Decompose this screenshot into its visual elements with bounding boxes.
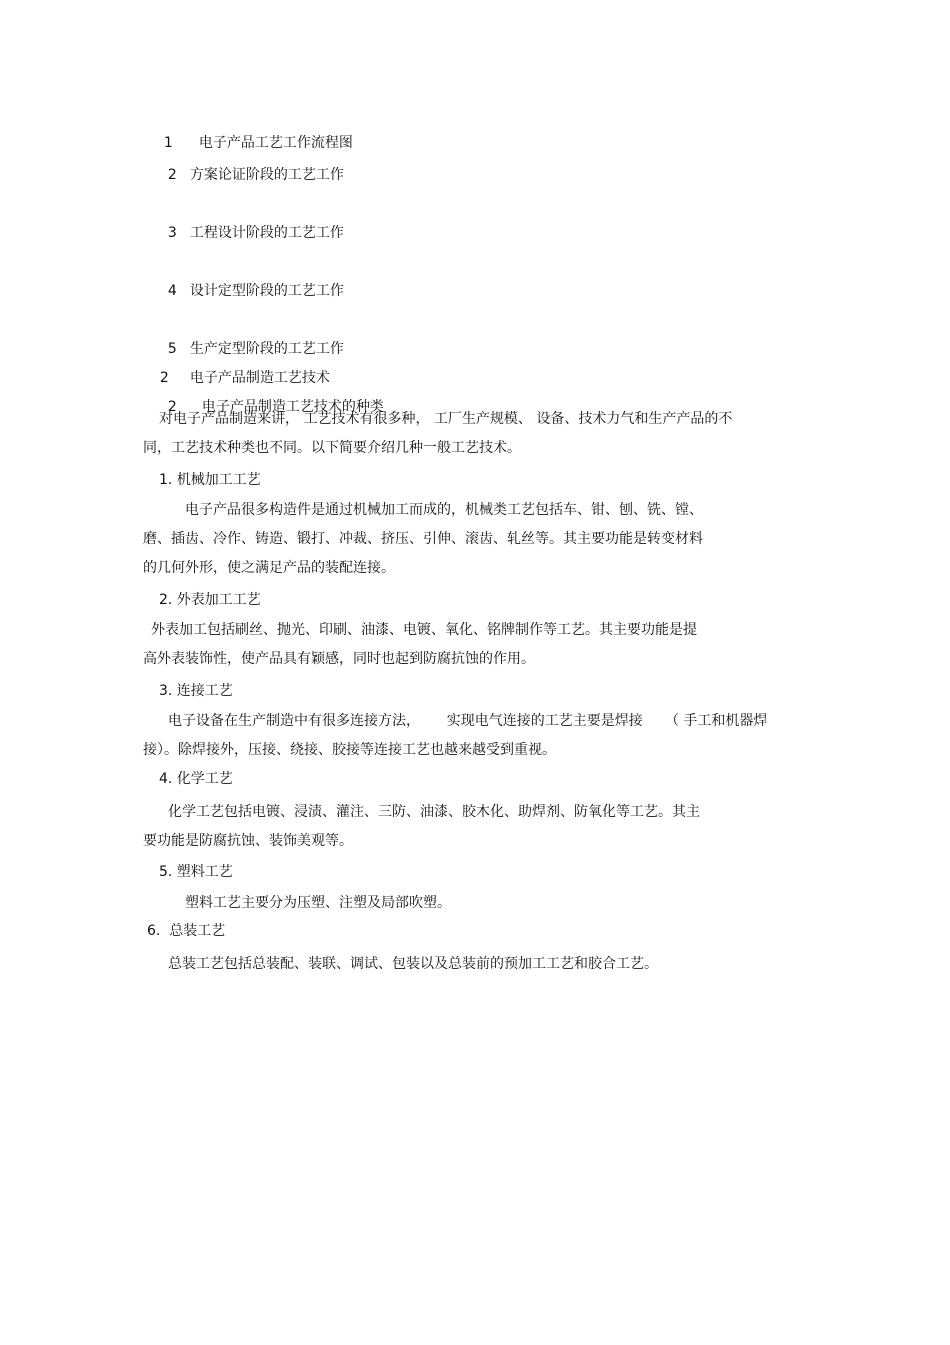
item-4-line-1: 化学工艺包括电镀、浸渍、灌注、三防、油漆、胶木化、助焊剂、防氧化等工艺。其主	[168, 804, 700, 820]
toc-item-2	[159, 148, 344, 184]
toc-item-text: 电子产品工艺工作流程图	[198, 135, 353, 151]
toc-item-number: 1	[163, 135, 173, 151]
item-5-heading: 5. 塑料工艺	[159, 864, 233, 880]
item-6-heading: 6. 总装工艺	[147, 923, 226, 939]
item-1-line-1: 电子产品很多构造件是通过机械加工而成的，机械类工艺包括车、钳、刨、铣、镗、	[185, 502, 703, 518]
item-2-heading: 2. 外表加工工艺	[159, 592, 261, 608]
toc-item-number: 4	[167, 283, 177, 299]
toc-item-3	[159, 206, 344, 242]
item-1-line-3: 的几何外形，使之满足产品的装配连接。	[143, 560, 395, 576]
toc-item-number: 3	[167, 225, 177, 241]
toc-item-4	[159, 264, 344, 300]
toc-item-1	[155, 116, 353, 152]
toc-item-text: 方案论证阶段的工艺工作	[189, 167, 344, 183]
section-title: 电子产品制造工艺技术的种类	[201, 399, 384, 415]
item-5-line-1: 塑料工艺主要分为压塑、注塑及局部吹塑。	[185, 895, 451, 911]
intro-line-1: 对电子产品制造来讲， 工艺技术有很多种， 工厂生产规模、 设备、技术力气和生产产品的不	[159, 411, 733, 427]
toc-item-number: 5	[167, 341, 177, 357]
section-number: 2	[167, 399, 177, 415]
item-3-line-1: 电子设备在生产制造中有很多连接方法， 实现电气连接的工艺主要是焊接 （ 手工和机器焊	[168, 713, 768, 729]
chapter-number: 2	[159, 370, 169, 386]
chapter-title: 电子产品制造工艺技术	[189, 370, 330, 386]
toc-item-number: 2	[167, 167, 177, 183]
item-2-line-2: 高外表装饰性，使产品具有颖感，同时也起到防腐抗蚀的作用。	[143, 651, 535, 667]
item-4-heading: 4. 化学工艺	[159, 771, 233, 787]
intro-line-2: 同，工艺技术种类也不同。以下简要介绍几种一般工艺技术。	[143, 440, 521, 456]
item-2-line-1: 外表加工包括刷丝、抛光、印刷、油漆、电镀、氧化、铭牌制作等工艺。其主要功能是提	[151, 622, 697, 638]
toc-item-text: 设计定型阶段的工艺工作	[189, 283, 344, 299]
item-1-line-2: 磨、插齿、冷作、铸造、锻打、冲裁、挤压、引伸、滚齿、轧丝等。其主要功能是转变材料	[143, 531, 703, 547]
toc-item-text: 工程设计阶段的工艺工作	[189, 225, 344, 241]
toc-item-text: 生产定型阶段的工艺工作	[189, 341, 344, 357]
item-4-line-2: 要功能是防腐抗蚀、装饰美观等。	[143, 833, 353, 849]
item-3-heading: 3. 连接工艺	[159, 683, 233, 699]
item-1-heading: 1. 机械加工工艺	[159, 472, 261, 488]
item-3-line-2: 接）。除焊接外，压接、绕接、胶接等连接工艺也越来越受到重视。	[143, 742, 556, 758]
item-6-line-1: 总装工艺包括总装配、装联、调试、包装以及总装前的预加工工艺和胶合工艺。	[168, 956, 658, 972]
